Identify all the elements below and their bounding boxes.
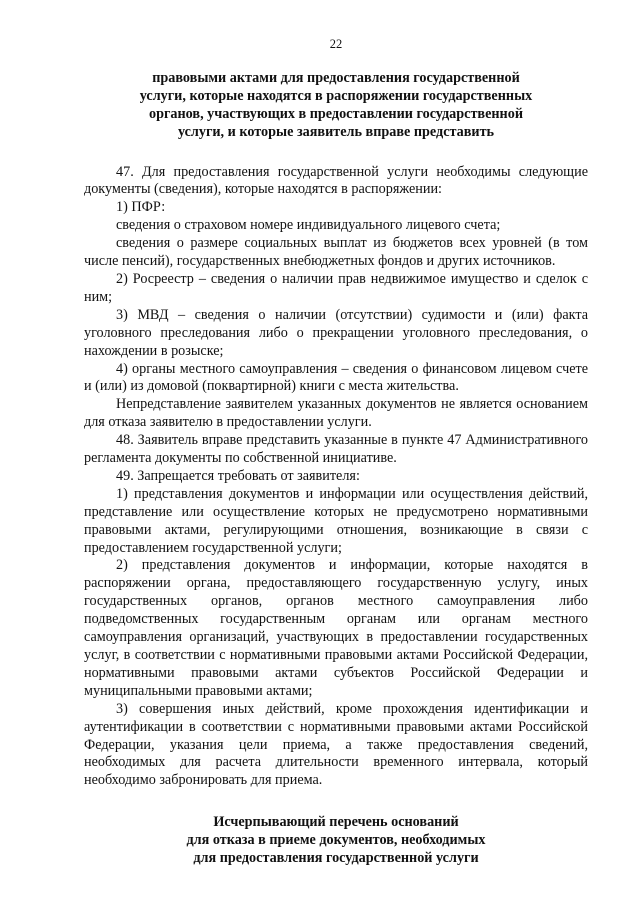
paragraph-49-1: 1) представления документов и информации или осуществления действий, представление или осуществление которых не предусмотрено нормативными правовыми актами, регулирующими отношения, возникающие в связи с предоставлением государственной услуги; [84, 485, 588, 556]
paragraph-49-3: 3) совершения иных действий, кроме прохождения идентификации и аутентификации в соответствии с нормативными правовыми актами Российской Федерации, указания цели приема, а также предоставления сведений, необходимых для расчета длительности временного интервала, который необходимо забронировать для приема. [84, 700, 588, 789]
section-heading-top [84, 70, 588, 142]
heading-line: Исчерпывающий перечень оснований [213, 814, 459, 831]
section-heading-bottom [84, 814, 588, 868]
paragraph-social-payments: сведения о размере социальных выплат из бюджетов всех уровней (в том числе пенсий), государственных внебюджетных фондов и других источников. [84, 235, 588, 270]
page-number: 22 [329, 37, 343, 51]
paragraph-non-submission: Непредставление заявителем указанных документов не является основанием для отказа заявителю в предоставлении услуги. [84, 396, 588, 431]
heading-line: услуги, и которые заявитель вправе представить [177, 123, 495, 140]
paragraph-mvd: 3) МВД – сведения о наличии (отсутствии) судимости и (или) факта уголовного преследования либо о прекращении уголовного преследования, о нахождении в розыске; [84, 306, 588, 359]
heading-line: для отказа в приеме документов, необходимых [186, 832, 486, 849]
paragraph-local-government: 4) органы местного самоуправления – сведения о финансовом лицевом счете и (или) из домовой (поквартирной) книги с места жительства. [84, 360, 588, 395]
heading-line: органов, участвующих в предоставлении государственной [148, 105, 524, 122]
paragraph-49: 49. Запрещается требовать от заявителя: [116, 467, 360, 484]
paragraph-48: 48. Заявитель вправе представить указанные в пункте 47 Административного регламента документы по собственной инициативе. [84, 432, 588, 467]
paragraph-pfr: 1) ПФР: [116, 199, 166, 216]
paragraph-49-2: 2) представления документов и информации, которые находятся в распоряжении органа, предоставляющего государственную услугу, иных государственных органов, органов местного самоуправления либо подведомственных государственным органам или органам местного самоуправления организаций, участвующих в предоставлении государственных услуг, в соответствии с нормативными правовыми актами Российской Федерации, нормативными правовыми актами субъектов Российской Федерации и муниципальными правовыми актами; [84, 557, 588, 699]
heading-line: для предоставления государственной услуги [193, 850, 479, 867]
body-text [84, 164, 588, 791]
heading-line: правовыми актами для предоставления государственной [152, 69, 520, 86]
paragraph-snils: сведения о страховом номере индивидуального лицевого счета; [116, 217, 501, 234]
paragraph-rosreestr: 2) Росреестр – сведения о наличии прав недвижимое имущество и сделок с ним; [84, 270, 588, 305]
heading-line: услуги, которые находятся в распоряжении государственных [139, 87, 533, 104]
paragraph-47: 47. Для предоставления государственной услуги необходимы следующие документы (сведения), которые находятся в распоряжении: [84, 163, 588, 198]
